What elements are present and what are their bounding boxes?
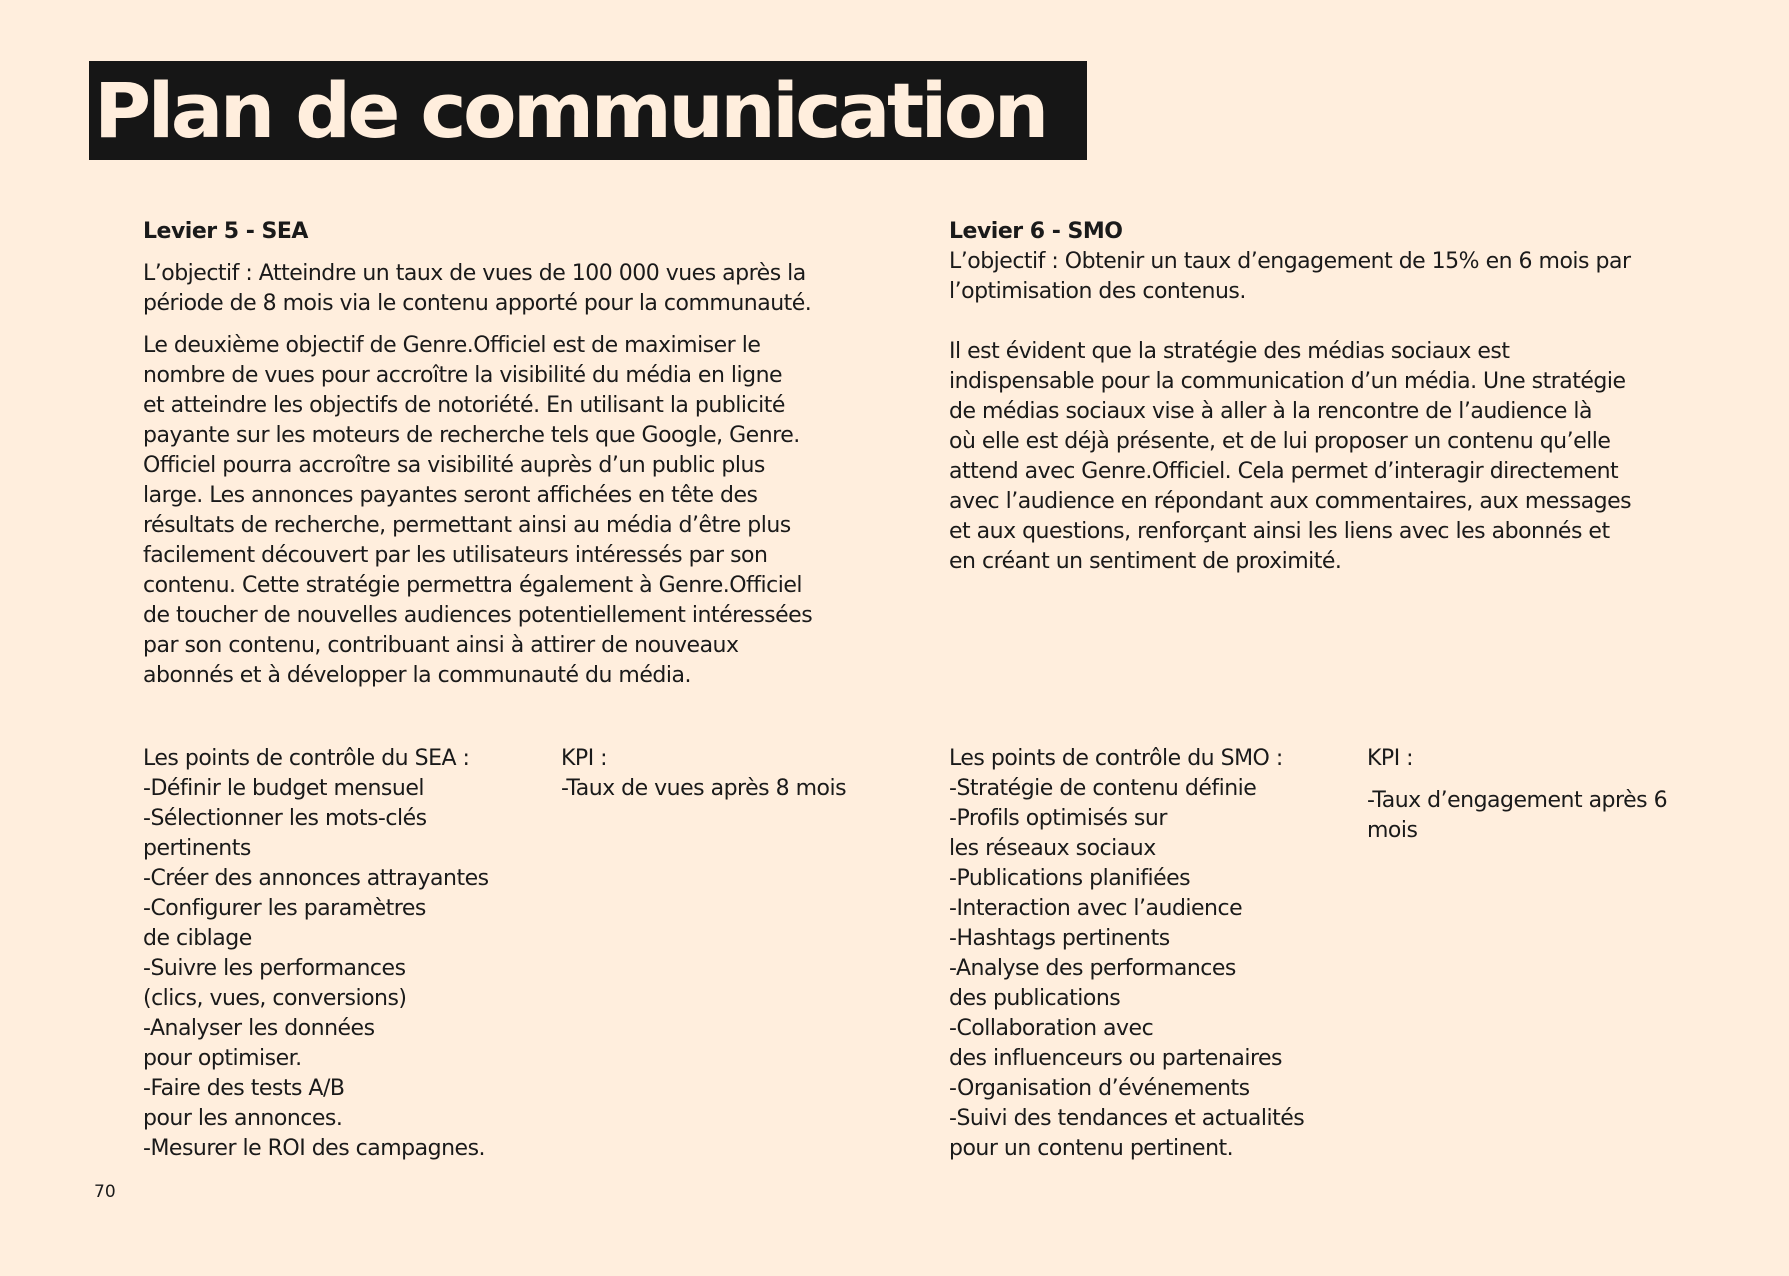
title-banner xyxy=(89,61,1087,160)
sea-checkpoints-list: -Définir le budget mensuel -Sélectionner les mots-clés pertinents -Créer des annonces attrayantes -Configurer les paramètres de ciblage -Suivre les performances (clics, vues, conversions) -Analyser les données pour optimiser. -Faire des tests A/B pour les annonces. -Mesurer le ROI des campagnes. xyxy=(143,776,489,1161)
sea-checkpoints xyxy=(143,744,563,1164)
smo-checkpoints-list: -Stratégie de contenu définie -Profils optimisés sur les réseaux sociaux -Publications planifiées -Interaction avec l’audience -Hashtags pertinents -Analyse des performances des publications -Collaboration avec des influenceurs ou partenaires -Organisation d’événements -Suivi des tendances et actualités pour un contenu pertinent. xyxy=(949,776,1305,1161)
lever-sea-body: Le deuxième objectif de Genre.Officiel est de maximiser le nombre de vues pour accroître la visibilité du média en ligne et atteindre les objectifs de notoriété. En utilisant la publicité payante sur les moteurs de recherche tels que Google, Genre. Officiel pourra accroître sa visibilité auprès d’un public plus large. Les annonces payantes seront affichées en tête des résultats de recherche, permettant ainsi au média d’être plus facilement découvert par les utilisateurs intéressés par son contenu. Cette stratégie permettra également à Genre.Officiel de toucher de nouvelles audiences potentiellement intéressées par son contenu, contribuant ainsi à attirer de nouveaux abonnés et à développer la communauté du média. xyxy=(143,333,813,688)
lever-smo-heading: Levier 6 - SMO xyxy=(949,219,1123,244)
sea-checkpoints-title: Les points de contrôle du SEA : xyxy=(143,746,470,771)
smo-kpi xyxy=(1367,744,1727,846)
sea-kpi xyxy=(561,744,921,804)
smo-checkpoints xyxy=(949,744,1369,1164)
smo-kpi-title: KPI : xyxy=(1367,746,1414,771)
smo-checkpoints-title: Les points de contrôle du SMO : xyxy=(949,746,1283,771)
lever-sea-heading: Levier 5 - SEA xyxy=(143,219,308,244)
page-number: 70 xyxy=(94,1182,116,1202)
lever-smo-body: Il est évident que la stratégie des médias sociaux est indispensable pour la communication d’un média. Une stratégie de médias sociaux vise à aller à la rencontre de l’audience là où elle est déjà présente, et de lui proposer un contenu qu’elle attend avec Genre.Officiel. Cela permet d’interagir directement avec l’audience en répondant aux commentaires, aux messages et aux questions, renforçant ainsi les liens avec les abonnés et en créant un sentiment de proximité. xyxy=(949,339,1632,574)
lever-smo-section xyxy=(949,217,1729,577)
lever-smo-objective: L’objectif : Obtenir un taux d’engagement de 15% en 6 mois par l’optimisation des contenus. xyxy=(949,249,1631,304)
sea-kpi-value: -Taux de vues après 8 mois xyxy=(561,776,847,801)
lever-sea-section xyxy=(143,217,923,691)
lever-sea-objective: L’objectif : Atteindre un taux de vues de 100 000 vues après la période de 8 mois via le contenu apporté pour la communauté. xyxy=(143,261,812,316)
page-title: Plan de communication xyxy=(94,68,1046,156)
smo-kpi-value: -Taux d’engagement après 6 mois xyxy=(1367,788,1668,843)
sea-kpi-title: KPI : xyxy=(561,746,608,771)
